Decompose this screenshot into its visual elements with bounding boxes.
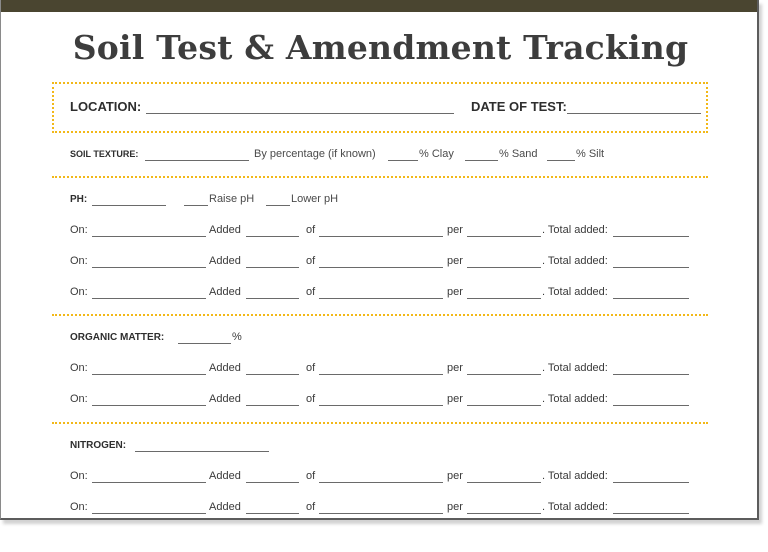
- date-field[interactable]: [92, 513, 206, 514]
- per-label: per: [447, 255, 463, 267]
- silt-percent-field[interactable]: [547, 160, 575, 161]
- date-of-test-label: DATE OF TEST:: [471, 99, 567, 114]
- ph-amendment-row: [1, 255, 760, 275]
- ph-value-field[interactable]: [92, 205, 166, 206]
- amendment-field[interactable]: [319, 236, 443, 237]
- total-added-label: . Total added:: [542, 470, 608, 482]
- of-label: of: [306, 286, 316, 298]
- amount-field[interactable]: [246, 298, 299, 299]
- clay-percent-field[interactable]: [388, 160, 418, 161]
- date-field[interactable]: [92, 405, 206, 406]
- amount-field[interactable]: [246, 236, 299, 237]
- total-added-field[interactable]: [613, 482, 689, 483]
- added-label: Added: [209, 470, 241, 482]
- organic-matter-field[interactable]: [178, 343, 231, 344]
- of-label: of: [306, 501, 316, 513]
- raise-ph-checkbox-field[interactable]: [184, 205, 208, 206]
- top-bar: [1, 0, 757, 12]
- total-added-label: . Total added:: [542, 501, 608, 513]
- organic-matter-amendment-row: [1, 393, 760, 413]
- section-divider: [52, 176, 708, 178]
- amendment-field[interactable]: [319, 482, 443, 483]
- per-area-field[interactable]: [467, 482, 541, 483]
- date-field[interactable]: [92, 374, 206, 375]
- nitrogen-amendment-row: [1, 470, 760, 490]
- date-of-test-field[interactable]: [567, 113, 701, 114]
- per-area-field[interactable]: [467, 298, 541, 299]
- location-field[interactable]: [146, 113, 454, 114]
- added-label: Added: [209, 224, 241, 236]
- ph-amendment-row: [1, 224, 760, 244]
- section-divider: [52, 314, 708, 316]
- ph-label: PH:: [70, 194, 88, 205]
- added-label: Added: [209, 501, 241, 513]
- silt-label: % Silt: [576, 148, 605, 160]
- amendment-field[interactable]: [319, 374, 443, 375]
- total-added-field[interactable]: [613, 236, 689, 237]
- on-label: On:: [70, 501, 88, 513]
- amendment-field[interactable]: [319, 267, 443, 268]
- per-label: per: [447, 470, 463, 482]
- per-label: per: [447, 393, 463, 405]
- soil-texture-label: SOIL TEXTURE:: [70, 149, 139, 159]
- total-added-field[interactable]: [613, 405, 689, 406]
- amount-field[interactable]: [246, 267, 299, 268]
- percent-suffix: %: [232, 331, 242, 343]
- raise-ph-label: Raise pH: [209, 193, 255, 205]
- of-label: of: [306, 255, 316, 267]
- section-divider: [52, 422, 708, 424]
- organic-matter-amendment-row: [1, 362, 760, 382]
- added-label: Added: [209, 393, 241, 405]
- soil-texture-field[interactable]: [145, 160, 249, 161]
- amount-field[interactable]: [246, 513, 299, 514]
- amendment-field[interactable]: [319, 405, 443, 406]
- on-label: On:: [70, 470, 88, 482]
- per-area-field[interactable]: [467, 236, 541, 237]
- lower-ph-label: Lower pH: [291, 193, 339, 205]
- total-added-label: . Total added:: [542, 255, 608, 267]
- total-added-field[interactable]: [613, 298, 689, 299]
- per-label: per: [447, 501, 463, 513]
- clay-label: % Clay: [419, 148, 454, 160]
- amount-field[interactable]: [246, 405, 299, 406]
- date-field[interactable]: [92, 482, 206, 483]
- of-label: of: [306, 224, 316, 236]
- per-area-field[interactable]: [467, 513, 541, 514]
- on-label: On:: [70, 255, 88, 267]
- total-added-field[interactable]: [613, 267, 689, 268]
- on-label: On:: [70, 286, 88, 298]
- added-label: Added: [209, 255, 241, 267]
- per-label: per: [447, 362, 463, 374]
- total-added-label: . Total added:: [542, 224, 608, 236]
- added-label: Added: [209, 362, 241, 374]
- total-added-field[interactable]: [613, 374, 689, 375]
- added-label: Added: [209, 286, 241, 298]
- sand-label: % Sand: [499, 148, 538, 160]
- by-percentage-label: By percentage (if known): [254, 148, 376, 160]
- amendment-field[interactable]: [319, 513, 443, 514]
- of-label: of: [306, 362, 316, 374]
- per-area-field[interactable]: [467, 267, 541, 268]
- location-box: [52, 82, 708, 133]
- organic-matter-label: ORGANIC MATTER:: [70, 332, 165, 343]
- of-label: of: [306, 470, 316, 482]
- nitrogen-amendment-row: [1, 501, 760, 521]
- date-field[interactable]: [92, 267, 206, 268]
- per-label: per: [447, 286, 463, 298]
- date-field[interactable]: [92, 236, 206, 237]
- on-label: On:: [70, 224, 88, 236]
- on-label: On:: [70, 393, 88, 405]
- date-field[interactable]: [92, 298, 206, 299]
- page-title: Soil Test & Amendment Tracking: [72, 28, 689, 67]
- per-area-field[interactable]: [467, 405, 541, 406]
- total-added-field[interactable]: [613, 513, 689, 514]
- nitrogen-field[interactable]: [135, 451, 269, 452]
- lower-ph-checkbox-field[interactable]: [266, 205, 290, 206]
- location-label: LOCATION:: [70, 99, 142, 114]
- on-label: On:: [70, 362, 88, 374]
- amount-field[interactable]: [246, 482, 299, 483]
- total-added-label: . Total added:: [542, 393, 608, 405]
- amendment-field[interactable]: [319, 298, 443, 299]
- total-added-label: . Total added:: [542, 362, 608, 374]
- ph-amendment-row: [1, 286, 760, 306]
- nitrogen-label: NITROGEN:: [70, 440, 127, 451]
- sand-percent-field[interactable]: [465, 160, 498, 161]
- of-label: of: [306, 393, 316, 405]
- per-area-field[interactable]: [467, 374, 541, 375]
- total-added-label: . Total added:: [542, 286, 608, 298]
- per-label: per: [447, 224, 463, 236]
- amount-field[interactable]: [246, 374, 299, 375]
